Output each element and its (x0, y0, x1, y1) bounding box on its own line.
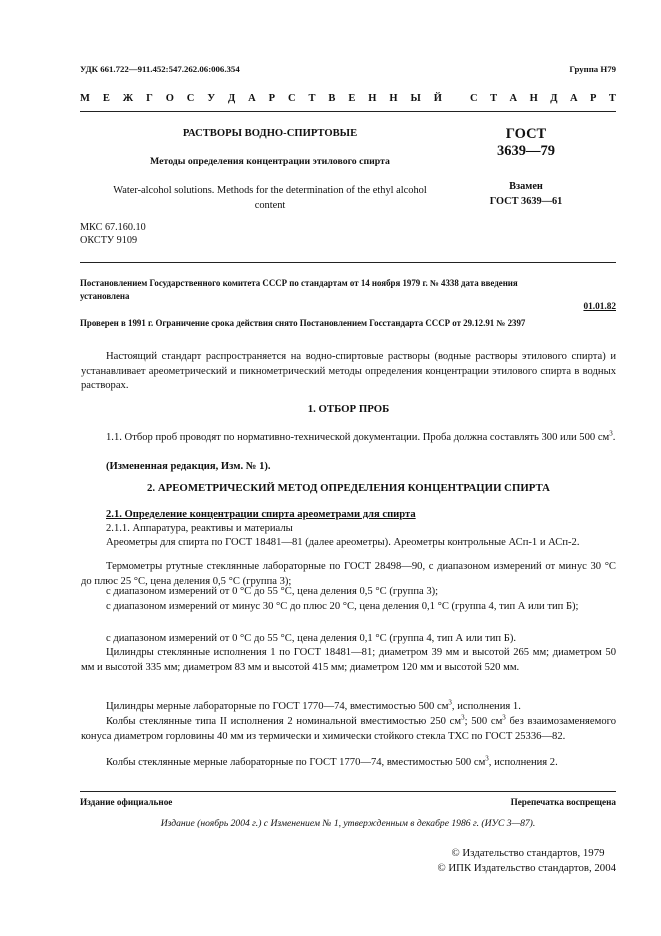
intro-paragraph: Настоящий стандарт распространяется на водно-спиртовые растворы (водные растворы этилового спирта) и устанавливает ареометрический и пикнометрический методы определения концентрации этилового спирта в водных растворах. (81, 351, 616, 391)
banner-letter: А (509, 93, 518, 104)
standard-word (470, 93, 616, 104)
section1-heading: 1. ОТБОР ПРОБ (307, 403, 390, 415)
banner-letter: А (248, 93, 256, 104)
banner-letter: Е (102, 93, 110, 104)
replaces-block (460, 180, 592, 209)
copyright-1979: © Издательство стандартов, 1979 (451, 847, 605, 859)
banner-letter: Т (608, 93, 616, 104)
banner-letter: С (470, 93, 478, 104)
subsection-2-1: 2.1. Определение концентрации спирта ареометрами для спирта (106, 509, 416, 520)
header-rule (80, 111, 616, 112)
banner-letter: Н (368, 93, 377, 104)
decree-line2: установлена (80, 290, 130, 301)
paragraph-volumetric-flasks: Колбы стеклянные мерные лабораторные по ГОСТ 1770—74, вместимостью 500 $см^3$, исполнения 2. (106, 754, 558, 768)
mks-code: МКС 67.160.10 (80, 222, 146, 233)
okstu-code: ОКСТУ 9109 (80, 235, 138, 246)
banner-letter: Д (227, 93, 236, 104)
banner-letter: М (80, 93, 90, 104)
banner-letter: Е (348, 93, 356, 104)
group-code: Группа Н79 (569, 64, 616, 74)
gost-label: ГОСТ (505, 126, 547, 142)
banner-letter: В (328, 93, 336, 104)
paragraph-measuring-cylinders: Цилиндры мерные лабораторные по ГОСТ 1770—74, вместимостью 500 $см^3$, исполнения 1. (106, 698, 521, 712)
paragraph-cylinders: Цилиндры стеклянные исполнения 1 по ГОСТ 18481—81; диаметром 39 мм и высотой 265 мм; диаметром 50 мм и высотой 335 мм; диаметром 83 мм и высотой 415 мм; диаметром 120 мм и высотой 520 мм. (81, 647, 616, 673)
title-rule (80, 262, 616, 263)
banner-letter: Ы (410, 93, 421, 104)
replace-number: ГОСТ 3639—61 (489, 195, 563, 207)
banner-letter: Р (590, 93, 597, 104)
introduction-date: 01.01.82 (583, 302, 616, 312)
paragraph-thermometer-3: с диапазоном измерений от минус 30 °С до плюс 20 °С, цена деления 0,1 °С (группа 4, тип А или тип Б); (106, 601, 579, 612)
section1-amendment: (Измененная редакция, Изм. № 1). (106, 461, 271, 472)
gost-designation (470, 126, 582, 160)
paragraph-thermometer-2: с диапазоном измерений от 0 °С до 55 °С, цена деления 0,5 °С (группа 3); (106, 586, 439, 597)
decree-text (80, 277, 616, 302)
official-edition: Издание официальное (80, 797, 173, 807)
section2-heading: 2. АРЕОМЕТРИЧЕСКИЙ МЕТОД ОПРЕДЕЛЕНИЯ КОНЦЕНТРАЦИИ СПИРТА (147, 482, 550, 494)
banner-letter: Й (433, 93, 442, 104)
gost-number: 3639—79 (497, 143, 555, 159)
banner-letter: Ж (122, 93, 134, 104)
banner-letter: А (569, 93, 578, 104)
banner-letter: С (287, 93, 296, 104)
decree-line1: Постановлением Государственного комитета СССР по стандартам от 14 ноября 1979 г. № 4338 дата введения (80, 278, 518, 288)
section1-p1: 1.1. Отбор проб проводят по нормативно-технической документации. Проба должна составлять 300 или 500 $см^3$. (106, 429, 616, 443)
title-en-line1: Water-alcohol solutions. Methods for the determination of the ethyl alcohol (113, 185, 427, 196)
classification-codes (80, 221, 146, 247)
interstate-standard-banner (80, 93, 616, 104)
paragraph-thermometer-4: с диапазоном измерений от 0 °С до 55 °С, цена деления 0,1 °С (группа 4, тип А или тип Б). (106, 633, 517, 644)
subsection-2-1-1: 2.1.1. Аппаратура, реактивы и материалы (106, 523, 293, 534)
banner-letter: У (207, 93, 216, 104)
replace-label: Взамен (509, 181, 543, 192)
paragraph-thermometers: Термометры ртутные стеклянные лабораторные по ГОСТ 28498—90, с диапазоном измерений от минус 30 °С до плюс 25 °С, цена деления 0,5 °С (группа 3); (81, 561, 616, 587)
banner-letter: Т (308, 93, 316, 104)
copyright-2004: © ИПК Издательство стандартов, 2004 (437, 862, 616, 874)
title-en-line2: content (254, 199, 286, 211)
banner-letter: О (165, 93, 174, 104)
interstate-word (80, 93, 442, 104)
udk-code: УДК 661.722—911.452:547.262.06:006.354 (80, 64, 240, 74)
banner-letter: Н (389, 93, 398, 104)
copyright-block (437, 846, 616, 876)
edition-note: Издание (ноябрь 2004 г.) с Изменением № 1, утвержденным в декабре 1986 г. (ИУС 3—87). (160, 818, 536, 829)
title-en (80, 184, 460, 213)
banner-letter: Г (146, 93, 153, 104)
banner-letter: Д (550, 93, 558, 104)
banner-letter: Н (529, 93, 538, 104)
title-ru-main: РАСТВОРЫ ВОДНО-СПИРТОВЫЕ (182, 128, 358, 139)
title-ru-sub: Методы определения концентрации этилового спирта (150, 156, 390, 167)
banner-letter: Р (268, 93, 276, 104)
checked-note: Проверен в 1991 г. Ограничение срока действия снято Постановлением Госстандарта СССР от 29.12.91 № 2397 (80, 318, 526, 328)
reprint-prohibited: Перепечатка воспрещена (510, 797, 616, 807)
paragraph-flasks: Колбы стеклянные типа II исполнения 2 номинальной вместимостью 250 $см^3$; 500 $см^3$ без взаимозаменяемого конуса диаметром горловины 40 мм из термически и химически стойкого стекла ТХС по ГОСТ 25336—82. (81, 713, 616, 742)
footer-rule (80, 791, 616, 792)
paragraph-areometers: Ареометры для спирта по ГОСТ 18481—81 (далее ареометры). Ареометры контрольные АСп-1 и АСп-2. (106, 537, 580, 548)
banner-letter: Т (490, 93, 498, 104)
banner-letter: С (186, 93, 195, 104)
